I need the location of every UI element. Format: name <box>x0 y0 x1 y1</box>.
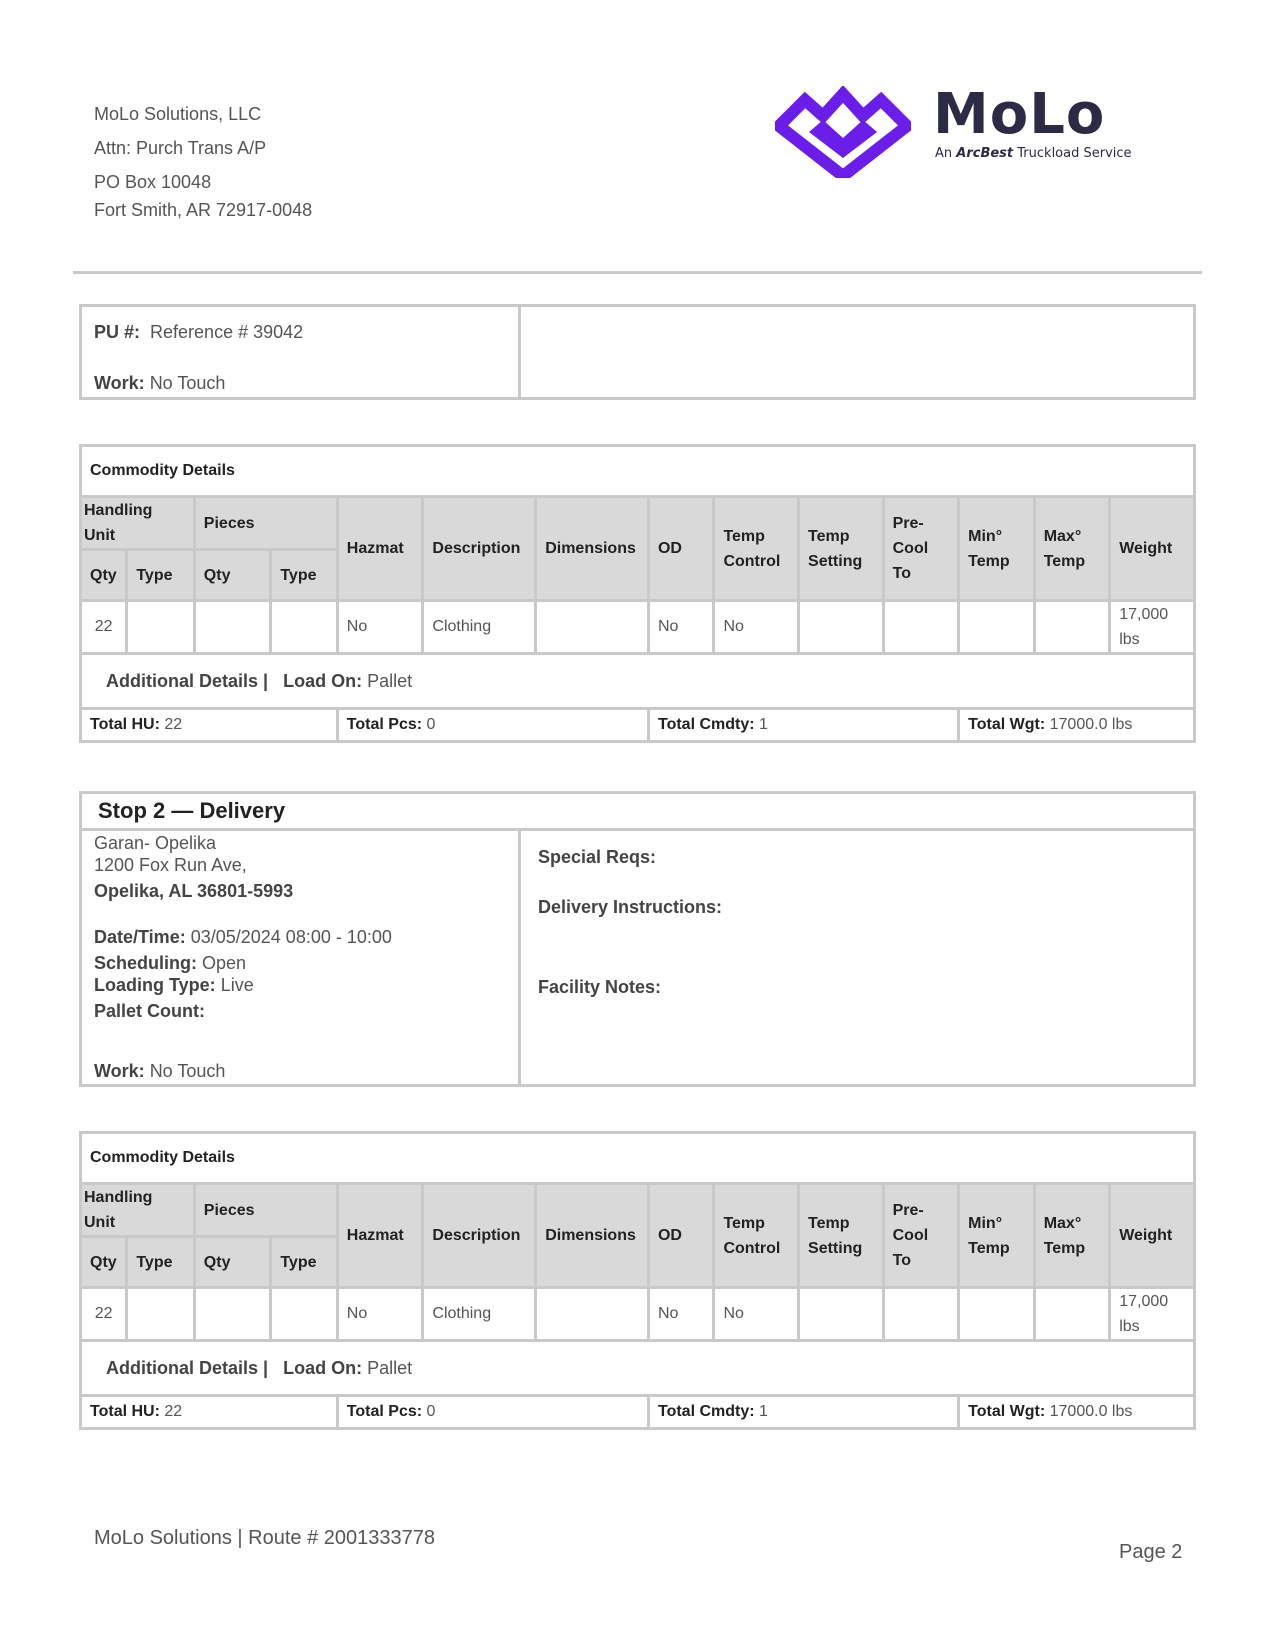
weight-header: Weight <box>1110 497 1195 601</box>
total-cmdty-value: 1 <box>759 716 768 733</box>
stop-2-title: Stop 2 — Delivery <box>79 791 1196 831</box>
pre-cool-to-header: Pre-Cool To <box>883 497 959 601</box>
max-temp-header: Max° Temp <box>1034 1184 1110 1288</box>
total-pcs-label: Total Pcs: <box>346 1403 423 1420</box>
total-wgt-label: Total Wgt: <box>968 1403 1046 1420</box>
od-cell: No <box>648 601 713 654</box>
work-label: Work: <box>94 373 145 393</box>
logo-wordmark: MoLo <box>933 82 1106 147</box>
total-cmdty-label: Total Cmdty: <box>657 716 755 733</box>
scheduling-value: Open <box>202 953 247 973</box>
min-temp-cell <box>959 601 1035 654</box>
hazmat-cell: No <box>337 601 423 654</box>
sender-address <box>94 104 494 234</box>
total-wgt <box>959 709 1195 742</box>
total-hu-value: 22 <box>164 1403 183 1420</box>
work-label: Work: <box>94 1061 145 1081</box>
stop-2-street: 1200 Fox Run Ave, <box>94 855 247 875</box>
additional-details <box>81 654 1195 709</box>
min-temp-header: Min° Temp <box>959 497 1035 601</box>
dimensions-header: Dimensions <box>536 497 649 601</box>
stop-2-loading-type <box>94 975 254 996</box>
datetime-value: 03/05/2024 08:00 - 10:00 <box>190 927 392 947</box>
address-line-company: MoLo Solutions, LLC <box>94 104 262 124</box>
hu-qty-header: Qty <box>81 550 127 601</box>
dimensions-cell <box>536 1288 649 1341</box>
temp-setting-cell <box>799 601 884 654</box>
od-header: OD <box>648 497 713 601</box>
hu-type-header: Type <box>127 1237 194 1288</box>
commodity-title: Commodity Details <box>81 1133 1195 1184</box>
pickup-work <box>94 373 225 394</box>
temp-setting-cell <box>799 1288 884 1341</box>
molo-chevron-icon <box>775 86 911 178</box>
datetime-label: Date/Time: <box>94 927 186 947</box>
logo-tagline <box>935 146 1132 161</box>
od-header: OD <box>648 1184 713 1288</box>
total-hu <box>81 1396 338 1429</box>
total-cmdty-value: 1 <box>759 1403 768 1420</box>
max-temp-cell <box>1034 601 1110 654</box>
pieces-header: Pieces <box>194 497 337 550</box>
pallet-count-label: Pallet Count: <box>94 1001 205 1021</box>
header-divider <box>73 271 1202 274</box>
total-pcs-value: 0 <box>426 1403 436 1420</box>
pcs-type-header: Type <box>271 550 337 601</box>
description-header: Description <box>423 1184 536 1288</box>
pickup-reference-box <box>79 304 1196 400</box>
total-pcs <box>337 709 648 742</box>
table-row <box>81 601 1195 654</box>
additional-details-label: Additional Details | <box>106 1357 269 1378</box>
address-line-pobox: PO Box 10048 <box>94 172 212 192</box>
pcs-qty-header: Qty <box>194 550 271 601</box>
pu-label: PU #: <box>94 322 141 342</box>
pcs-type-header: Type <box>271 1237 337 1288</box>
dimensions-header: Dimensions <box>536 1184 649 1288</box>
temp-control-cell: No <box>714 601 799 654</box>
hu-qty-header: Qty <box>81 1237 127 1288</box>
total-wgt-value: 17000.0 lbs <box>1049 716 1133 733</box>
hu-qty-cell: 22 <box>81 1288 127 1341</box>
loading-type-label: Loading Type: <box>94 975 216 995</box>
load-on-label: Load On: <box>283 1357 363 1378</box>
pcs-qty-cell <box>194 601 271 654</box>
footer-route: MoLo Solutions | Route # 2001333778 <box>94 1527 436 1549</box>
stop-2-name: Garan- Opelika <box>94 833 217 853</box>
description-cell: Clothing <box>423 601 536 654</box>
total-hu <box>81 709 338 742</box>
logo-tagline-prefix: An <box>935 146 953 161</box>
max-temp-header: Max° Temp <box>1034 497 1110 601</box>
pu-number <box>94 322 303 343</box>
hazmat-header: Hazmat <box>337 1184 423 1288</box>
stop-2-divider <box>518 831 521 1084</box>
weight-cell: 17,000 lbs <box>1110 1288 1195 1341</box>
description-header: Description <box>423 497 536 601</box>
work-value: No Touch <box>149 373 226 393</box>
pcs-type-cell <box>271 601 337 654</box>
pieces-header: Pieces <box>194 1184 337 1237</box>
total-cmdty-label: Total Cmdty: <box>657 1403 755 1420</box>
total-wgt-value: 17000.0 lbs <box>1049 1403 1133 1420</box>
facility-notes-label: Facility Notes: <box>538 977 662 997</box>
total-cmdty <box>648 1396 958 1429</box>
hazmat-header: Hazmat <box>337 497 423 601</box>
pu-value: Reference # 39042 <box>150 322 304 342</box>
pre-cool-to-cell <box>883 1288 959 1341</box>
stop-2-work <box>94 1061 225 1082</box>
additional-details-label: Additional Details | <box>106 670 269 691</box>
description-cell: Clothing <box>423 1288 536 1341</box>
hu-type-header: Type <box>127 550 194 601</box>
address-line-city: Fort Smith, AR 72917-0048 <box>94 200 313 220</box>
od-cell: No <box>648 1288 713 1341</box>
load-on-value: Pallet <box>367 670 413 691</box>
table-row <box>81 1288 1195 1341</box>
total-pcs-value: 0 <box>426 716 436 733</box>
footer-page-number: Page 2 <box>1119 1541 1183 1563</box>
handling-unit-header: Handling Unit <box>81 497 195 550</box>
dimensions-cell <box>536 601 649 654</box>
total-cmdty <box>648 709 958 742</box>
hazmat-cell: No <box>337 1288 423 1341</box>
weight-header: Weight <box>1110 1184 1195 1288</box>
pickup-box-divider <box>518 307 521 397</box>
temp-setting-header: Temp Setting <box>799 1184 884 1288</box>
hu-type-cell <box>127 1288 194 1341</box>
stop-2-city: Opelika, AL 36801-5993 <box>94 881 294 901</box>
temp-control-header: Temp Control <box>714 1184 799 1288</box>
total-hu-value: 22 <box>164 716 183 733</box>
stop-2-datetime <box>94 927 392 948</box>
weight-cell: 17,000 lbs <box>1110 601 1195 654</box>
delivery-instructions-label: Delivery Instructions: <box>538 897 723 917</box>
min-temp-cell <box>959 1288 1035 1341</box>
commodity-details-table-1 <box>79 444 1196 743</box>
molo-logo <box>775 82 1165 178</box>
additional-details <box>81 1341 1195 1396</box>
temp-control-cell: No <box>714 1288 799 1341</box>
max-temp-cell <box>1034 1288 1110 1341</box>
hu-qty-cell: 22 <box>81 601 127 654</box>
pcs-qty-header: Qty <box>194 1237 271 1288</box>
pcs-qty-cell <box>194 1288 271 1341</box>
special-reqs-label: Special Reqs: <box>538 847 657 867</box>
total-pcs <box>337 1396 648 1429</box>
commodity-details-table-2 <box>79 1131 1196 1430</box>
logo-tagline-brand: ArcBest <box>956 146 1014 161</box>
total-pcs-label: Total Pcs: <box>346 716 423 733</box>
total-wgt <box>959 1396 1195 1429</box>
pcs-type-cell <box>271 1288 337 1341</box>
load-on-value: Pallet <box>367 1357 413 1378</box>
work-value: No Touch <box>149 1061 226 1081</box>
pre-cool-to-header: Pre-Cool To <box>883 1184 959 1288</box>
loading-type-value: Live <box>220 975 254 995</box>
handling-unit-header: Handling Unit <box>81 1184 195 1237</box>
logo-tagline-suffix: Truckload Service <box>1017 146 1132 161</box>
min-temp-header: Min° Temp <box>959 1184 1035 1288</box>
stop-2-scheduling <box>94 953 246 974</box>
total-hu-label: Total HU: <box>90 716 160 733</box>
stop-2-details-box <box>79 828 1196 1087</box>
total-wgt-label: Total Wgt: <box>968 716 1046 733</box>
hu-type-cell <box>127 601 194 654</box>
pre-cool-to-cell <box>883 601 959 654</box>
temp-setting-header: Temp Setting <box>799 497 884 601</box>
address-line-attn: Attn: Purch Trans A/P <box>94 138 267 158</box>
load-on-label: Load On: <box>283 670 363 691</box>
scheduling-label: Scheduling: <box>94 953 197 973</box>
commodity-title: Commodity Details <box>81 446 1195 497</box>
total-hu-label: Total HU: <box>90 1403 160 1420</box>
temp-control-header: Temp Control <box>714 497 799 601</box>
